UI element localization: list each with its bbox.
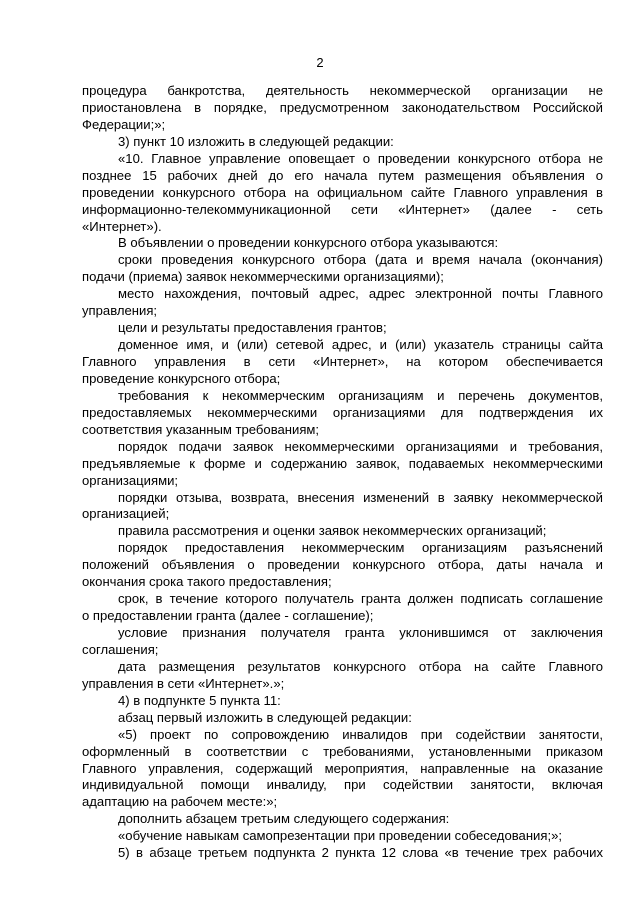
text-line: соглашения;	[82, 641, 159, 657]
text-line: В объявлении о проведении конкурсного отбора указываются:	[118, 235, 499, 251]
page-number: 2	[316, 55, 324, 70]
text-line: Главного управления в сети «Интернет», на котором обеспечивается	[82, 354, 603, 369]
text-line: «10. Главное управление оповещает о проведении конкурсного отбора не	[118, 150, 603, 166]
text-line: о предоставлении гранта (далее - соглашение);	[82, 608, 374, 624]
text-line: 4) в подпункте 5 пункта 11:	[118, 692, 281, 708]
text-line: Главного управления, содержащий мероприятия, направленные на оказание	[82, 760, 603, 776]
text-line: порядок предоставления некоммерческим организациям разъяснений	[118, 540, 603, 556]
text-line: Федерации;»;	[82, 116, 166, 132]
document-body	[82, 83, 603, 862]
text-line: «обучение навыкам самопрезентации при проведении собеседования;»;	[118, 828, 563, 844]
text-line: доменное имя, и (или) сетевой адрес, и (или) указатель страницы сайта	[118, 337, 603, 353]
text-line: организациями;	[82, 472, 179, 488]
text-line: приостановлена в порядке, предусмотренном законодательством Российской	[82, 99, 603, 115]
text-line: подачи (приема) заявок некоммерческими организациями);	[82, 269, 444, 285]
text-line: дополнить абзацем третьим следующего содержания:	[118, 811, 450, 827]
text-line: порядок подачи заявок некоммерческими организациями и требования,	[118, 438, 603, 454]
text-line: проведении конкурсного отбора на официальном сайте Главного управления в	[82, 184, 603, 200]
text-line: оформленный в соответствии с требованиями, установленными приказом	[82, 743, 603, 759]
text-line: управления в сети «Интернет».»;	[82, 675, 285, 691]
text-line: порядки отзыва, возврата, внесения изменений в заявку некоммерческой	[118, 489, 603, 505]
text-line: цели и результаты предоставления грантов;	[118, 320, 387, 336]
text-line: срок, в течение которого получатель гранта должен подписать соглашение	[118, 591, 603, 607]
text-line: абзац первый изложить в следующей редакции:	[118, 709, 412, 725]
text-line: предъявляемые к форме и содержанию заявок, подаваемых некоммерческими	[82, 455, 603, 471]
text-line: сроки проведения конкурсного отбора (дата и время начала (окончания)	[118, 252, 603, 268]
text-line: соответствия указанным требованиям;	[82, 421, 320, 437]
text-line: организацией;	[82, 506, 170, 522]
text-line: положений объявления о проведении конкурсного отбора, даты начала и	[82, 557, 603, 573]
text-line: 3) пункт 10 изложить в следующей редакции:	[118, 133, 394, 149]
text-line: позднее 15 рабочих дней до его начала путем размещения объявления о	[82, 167, 603, 183]
text-line: место нахождения, почтовый адрес, адрес электронной почты Главного	[118, 286, 603, 302]
text-line: информационно-телекоммуникационной сети «Интернет» (далее - сеть	[82, 201, 603, 217]
text-line: дата размещения результатов конкурсного отбора на сайте Главного	[118, 658, 603, 674]
text-line: адаптацию на рабочем месте:»;	[82, 794, 278, 810]
text-line: предоставляемых некоммерческими организациями для подтверждения их	[82, 404, 603, 420]
text-line: 5) в абзаце третьем подпункта 2 пункта 12 слова «в течение трех рабочих	[118, 845, 603, 861]
text-line: окончания срока такого предоставления;	[82, 574, 332, 590]
text-line: «Интернет»).	[82, 218, 162, 234]
text-line: управления;	[82, 303, 158, 319]
text-line: проведение конкурсного отбора;	[82, 370, 281, 386]
text-line: условие признания получателя гранта уклонившимся от заключения	[118, 625, 603, 640]
text-line: правила рассмотрения и оценки заявок некоммерческих организаций;	[118, 523, 547, 539]
text-line: «5) проект по сопровождению инвалидов при содействии занятости,	[118, 726, 603, 742]
text-line: требования к некоммерческим организациям и перечень документов,	[118, 387, 603, 403]
text-line: процедура банкротства, деятельность некоммерческой организации не	[82, 83, 603, 98]
text-line: индивидуальной помощи инвалиду, при содействии занятости, включая	[82, 777, 603, 793]
